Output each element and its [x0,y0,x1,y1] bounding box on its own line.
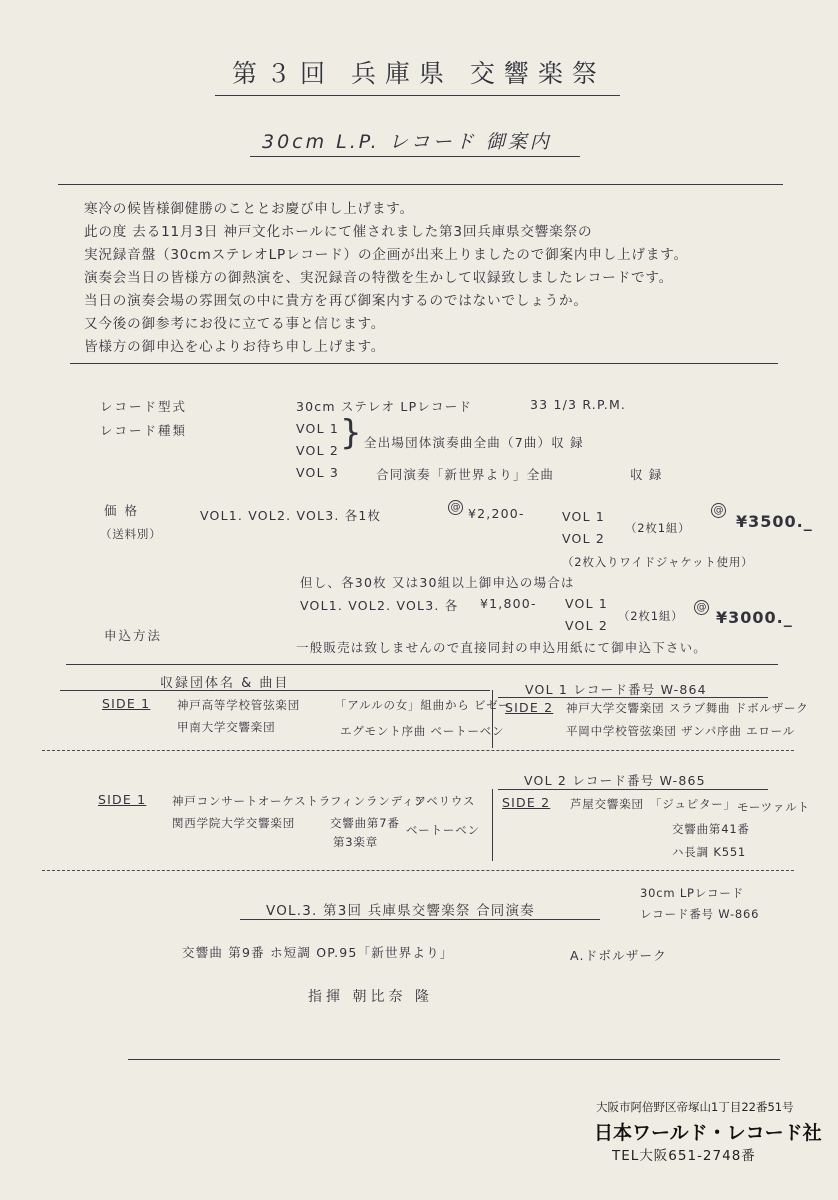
vol1-header-rule [498,697,768,698]
divider-program [66,664,778,665]
divider-dashed-1 [42,750,794,751]
vol2-label: VOL 2 [296,443,340,458]
brace-icon: } [340,413,362,453]
vol1-side2-row2: 平岡中学校管弦楽団 ザンパ序曲 エロール [566,724,796,738]
intro-block [84,198,688,359]
intro-line: 此の度 去る11月3日 神戸文化ホールにて催されました第3回兵庫県交響楽祭の [84,224,593,240]
vol2-side1-group1: 神戸コンサートオーケストラ [172,794,332,808]
price-single: ¥2,200- [468,506,525,521]
intro-line: 又今後の御参考にお役に立てる事と信じます。 [84,316,386,332]
vol2-side1-label: SIDE 1 [98,792,147,807]
set-price: ¥3500._ [736,512,813,531]
vol3-record-number: レコード番号 W-866 [640,907,760,921]
divider-bottom [128,1059,780,1060]
format-label: レコード型式 [100,399,188,414]
company-name: 日本ワールド・レコード社 [594,1122,822,1144]
program-heading-rule [60,690,490,691]
vol3-label: VOL 3 [296,465,340,480]
vol1-side1-group2: 甲南大学交響楽団 [177,720,276,734]
vol3-piece: 交響曲 第9番 ホ短調 OP.95「新世界より」 [182,945,454,960]
vol2-side2-composer: モーツァルト [737,800,810,814]
vol2-header-rule [498,789,768,790]
intro-line: 演奏会当日の皆様方の御熱演を、実況録音の特徴を生かして収録致しましたレコードです。 [84,270,674,286]
at-mark-icon: @ [448,500,463,515]
set2-vol2: VOL 2 [565,618,609,633]
vol3-composer: A.ドボルザーク [570,948,667,963]
vol3-recorded: 収 録 [630,467,663,482]
vol2-side2-piece: 「ジュピター」 [650,797,736,811]
vol1-side1-piece1: 「アルルの女」組曲から ビゼー [335,698,511,712]
intro-line: 当日の演奏会場の雰囲気の中に貴方を再び御案内するのではないでしょうか。 [84,293,588,309]
vol3-conductor: 指揮 朝比奈 隆 [308,989,433,1005]
intro-line: 寒冷の候皆様御健勝のこととお慶び申し上げます。 [84,201,414,217]
price-line1: VOL1. VOL2. VOL3. 各1枚 [200,508,382,523]
rpm-value: 33 1/3 R.P.M. [530,397,627,412]
shipping-note: （送料別） [100,527,162,541]
vol3-description: 合同演奏「新世界より」全曲 [376,467,555,482]
vol12-description: 全出場団体演奏曲全曲（7曲）収 録 [364,435,584,450]
page-subtitle: 30cm L.P. レコード 御案内 [262,131,552,153]
vol1-header: VOL 1 レコード番号 W-864 [525,682,707,697]
vol1-side2-label: SIDE 2 [505,700,554,715]
set2-price: ¥3000._ [716,608,793,627]
divider-top [58,184,783,185]
vol2-side2-label: SIDE 2 [502,795,551,810]
vol2-column-divider [492,789,493,861]
apply-label: 申込方法 [104,628,163,643]
vol2-side1-piece2a: 交響曲第7番 [330,816,400,830]
jacket-note: （2枚入りワイドジャケット使用） [562,555,754,569]
set-vol1: VOL 1 [562,509,606,524]
vol2-side2-piece-b: 交響曲第41番 [672,822,750,836]
intro-line: 皆様方の御申込を心よりお待ち申し上げます。 [84,339,386,355]
vol1-side2-row1: 神戸大学交響楽団 スラブ舞曲 ドボルザーク [566,701,809,715]
divider-intro [70,363,778,364]
bulk-note: 但し、各30枚 又は30組以上御申込の場合は [300,575,575,590]
vol1-side1-label: SIDE 1 [102,696,151,711]
set-note: （2枚1組） [625,521,691,535]
vol2-header: VOL 2 レコード番号 W-865 [524,773,706,788]
vol3-heading: VOL.3. 第3回 兵庫県交響楽祭 合同演奏 [266,903,535,919]
vol3-record-format: 30cm LPレコード [640,886,744,900]
vol2-side2-group: 芦屋交響楽団 [570,797,644,811]
type-label: レコード種類 [100,423,188,438]
vol1-side1-group1: 神戸高等学校管弦楽団 [177,698,300,712]
price-bulk: ¥1,800- [480,596,537,611]
title-underline [215,95,620,96]
divider-dashed-2 [42,870,794,871]
vol3-heading-rule [240,919,600,920]
set2-note: （2枚1組） [618,609,684,623]
vol2-side1-piece1: フィンランディア [330,794,427,808]
company-phone: TEL大阪651-2748番 [612,1148,756,1164]
format-value: 30cm ステレオ LPレコード [296,399,473,414]
price-line2: VOL1. VOL2. VOL3. 各 [300,598,459,613]
price-label: 価 格 [104,503,139,518]
set2-vol1: VOL 1 [565,596,609,611]
subtitle-underline [250,156,580,157]
vol1-label: VOL 1 [296,421,340,436]
vol2-side1-composer2: ベートーベン [406,823,480,837]
company-address: 大阪市阿倍野区帝塚山1丁目22番51号 [596,1100,794,1114]
page-title: 第３回 兵庫県 交響楽祭 [232,59,606,88]
vol2-side2-piece-c: ハ長調 K551 [672,845,747,859]
at-mark-icon: @ [711,503,726,518]
vol2-side1-piece2b: 第3楽章 [333,835,379,849]
intro-line: 実況録音盤（30cmステレオLPレコード）の企画が出来上りましたので御案内申し上げます。 [84,247,688,263]
vol1-side1-piece2: エグモント序曲 ベートーベン [340,724,505,738]
set-vol2: VOL 2 [562,531,606,546]
apply-text: 一般販売は致しませんので直接同封の申込用紙にて御申込下さい。 [296,640,708,655]
vol2-side1-composer1: シベリウス [414,794,476,808]
at-mark-icon: @ [694,600,709,615]
vol2-side1-group2: 関西学院大学交響楽団 [172,816,295,830]
program-heading: 収録団体名 & 曲目 [160,676,290,691]
